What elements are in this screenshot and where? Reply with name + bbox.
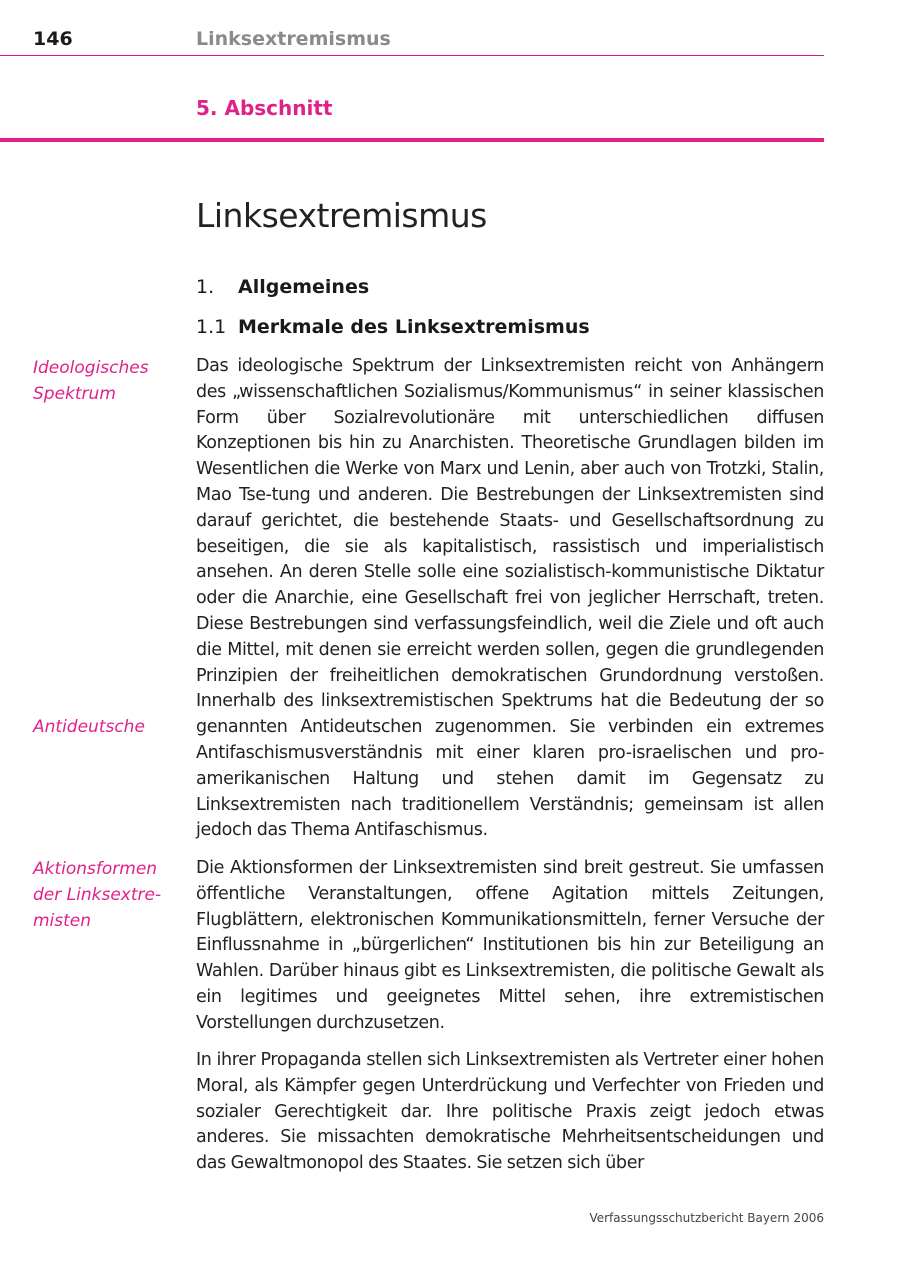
section-label: 5. Abschnitt bbox=[196, 96, 333, 120]
margin-note-ideologisches-spektrum: Ideologisches Spektrum bbox=[33, 358, 149, 404]
heading-merkmale bbox=[196, 316, 590, 338]
paragraph-propaganda: In ihrer Propaganda stellen sich Linksextremisten als Vertreter einer hohen Moral, als Kämpfer gegen Unterdrückung und Verfechter von Frieden und sozialer Gerechtigkeit dar. Ihre politische Praxis zeigt jedoch etwas anderes. Sie missachten demokratische Mehrheitsentscheidungen und das Gewaltmonopol des Staates. Sie setzen sich über bbox=[196, 1050, 824, 1174]
chapter-title: Linksextremismus bbox=[196, 196, 487, 235]
heading-text: Allgemeines bbox=[238, 276, 370, 298]
margin-note-antideutsche: Antideutsche bbox=[33, 717, 145, 737]
page-number: 146 bbox=[33, 28, 73, 50]
header-rule bbox=[0, 55, 824, 56]
footer-publication: Verfassungsschutzbericht Bayern 2006 bbox=[589, 1211, 824, 1225]
heading-allgemeines bbox=[196, 276, 369, 298]
heading-number: 1. bbox=[196, 276, 215, 298]
section-rule bbox=[0, 138, 824, 142]
running-head: Linksextremismus bbox=[196, 28, 391, 50]
paragraph-spektrum: Das ideologische Spektrum der Linksextremisten reicht von Anhängern des „wissenschaftlichen Sozialismus/Kommunismus“ in seiner klassischen Form über Sozialrevolutionäre mit unterschiedlichen diffusen Konzeptionen bis hin zu Anarchisten. Theoretische Grundlagen bilden im Wesentlichen die Werke von Marx und Lenin, aber auch von Trotzki, Stalin, Mao Tse-tung und anderen. Die Bestrebungen der Linksextremisten sind darauf gerichtet, die bestehende Staats- und Gesellschaftsordnung zu beseitigen, die sie als kapitalistisch, rassistisch und imperialistisch ansehen. An deren Stelle solle eine sozialistisch-kommunistische Diktatur oder die Anarchie, eine Gesellschaft frei von jeglicher Herrschaft, treten. Diese Bestrebungen sind verfassungsfeindlich, weil die Ziele und oft auch die Mittel, mit denen sie erreicht werden sollen, gegen die grundlegenden Prinzipien der freiheitlichen demokratischen Grundordnung verstoßen. Innerhalb des linksextremistischen Spektrums hat die Bedeutung der so genannten Antideutschen zugenommen. Sie verbinden ein extremes Antifaschismusverständnis mit einer klaren pro-israelischen und pro-amerikanischen Haltung und stehen damit im Gegensatz zu Linksextremisten nach traditionellem Verständnis; gemeinsam ist allen jedoch das Thema Antifaschismus. bbox=[196, 356, 824, 841]
margin-note-aktionsformen: Aktionsformen der Linksextre- misten bbox=[33, 859, 162, 931]
paragraph-aktionsformen: Die Aktionsformen der Linksextremisten sind breit gestreut. Sie umfassen öffentliche Veranstaltungen, offene Agitation mittels Zeitungen, Flugblättern, elektronischen Kommunikationsmitteln, ferner Versuche der Einflussnahme in „bürgerlichen“ Institutionen bis hin zur Beteiligung an Wahlen. Darüber hinaus gibt es Linksextremisten, die politische Gewalt als ein legitimes und geeignetes Mittel sehen, ihre extremistischen Vorstellungen durchzusetzen. bbox=[196, 858, 824, 1033]
heading-number: 1.1 bbox=[196, 316, 227, 338]
heading-text: Merkmale des Linksextremismus bbox=[238, 316, 590, 338]
